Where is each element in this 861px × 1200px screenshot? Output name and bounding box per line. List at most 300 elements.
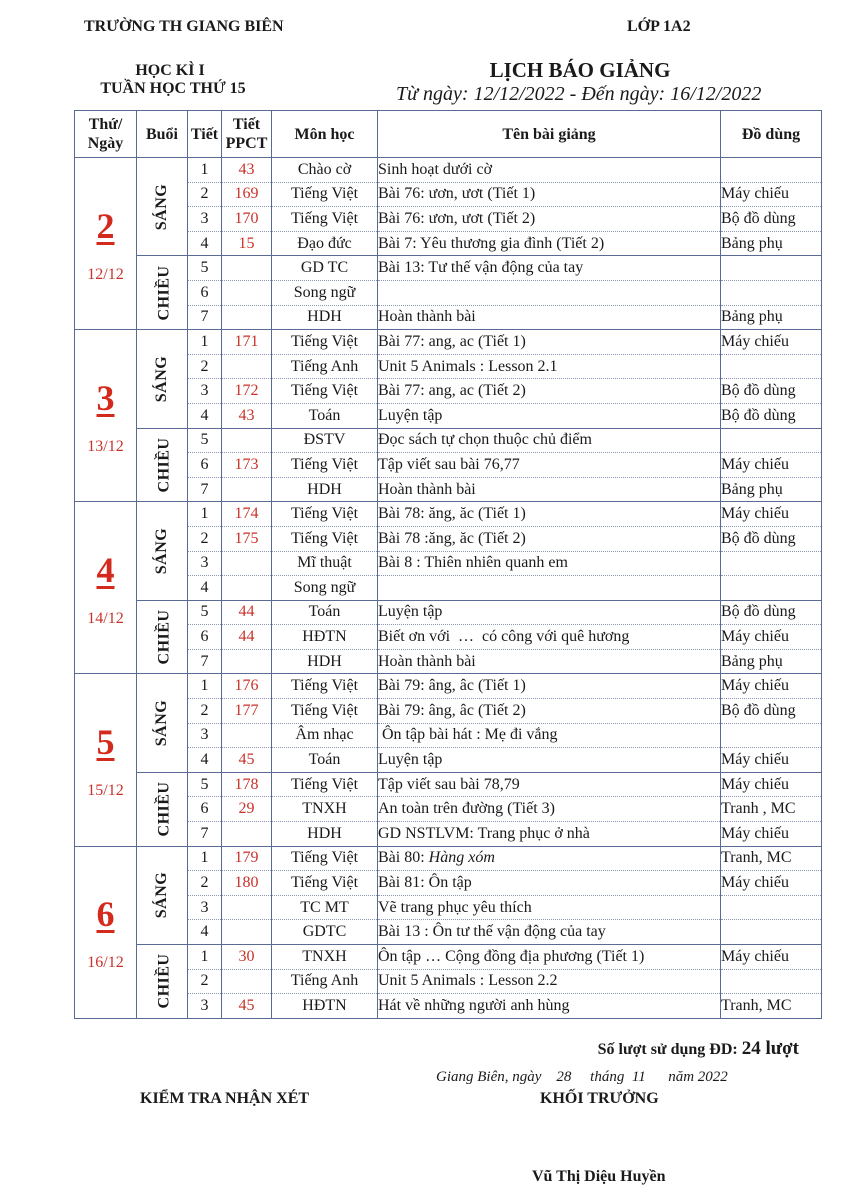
lesson-cell — [378, 748, 721, 773]
session-label: SÁNG — [152, 699, 170, 747]
period-cell: 1 — [188, 945, 222, 970]
session-label: SÁNG — [152, 527, 170, 575]
usage-label: Số lượt sử dụng ĐD: — [597, 1041, 742, 1058]
ppct-cell: 170 — [222, 207, 272, 232]
lesson-cell — [378, 674, 721, 699]
subject-cell: TC MT — [272, 895, 378, 920]
table-row — [75, 330, 822, 355]
day-cell — [75, 502, 137, 674]
ppct-cell — [222, 428, 272, 453]
day-cell — [75, 330, 137, 502]
equipment-cell — [721, 428, 822, 453]
period-cell: 3 — [188, 723, 222, 748]
session-label: CHIỀU — [155, 781, 173, 837]
ppct-cell: 176 — [222, 674, 272, 699]
equipment-cell: Bộ đồ dùng — [721, 403, 822, 428]
equipment-cell: Bộ đồ dùng — [721, 379, 822, 404]
subject-cell: Tiếng Việt — [272, 846, 378, 871]
session-cell — [137, 600, 188, 674]
lesson-cell — [378, 576, 721, 601]
ppct-cell: 43 — [222, 158, 272, 183]
ppct-cell: 44 — [222, 600, 272, 625]
usage-summary — [598, 1038, 799, 1060]
lesson-cell — [378, 330, 721, 355]
period-cell: 4 — [188, 576, 222, 601]
period-cell: 5 — [188, 428, 222, 453]
ppct-cell — [222, 477, 272, 502]
lesson-cell — [378, 699, 721, 724]
subject-cell: Tiếng Anh — [272, 354, 378, 379]
equipment-cell — [721, 158, 822, 183]
period-cell: 2 — [188, 871, 222, 896]
session-cell — [137, 772, 188, 846]
ppct-cell — [222, 551, 272, 576]
equipment-cell — [721, 280, 822, 305]
subject-cell: Tiếng Việt — [272, 379, 378, 404]
period-cell: 2 — [188, 526, 222, 551]
day-cell — [75, 158, 137, 330]
lesson-text: Bài 79: âng, âc (Tiết 2) — [378, 701, 526, 719]
col-header-session: Buổi — [137, 111, 188, 158]
place-date: Giang Biên, ngày 28 tháng 11 năm 2022 — [436, 1069, 728, 1085]
equipment-cell: Máy chiếu — [721, 674, 822, 699]
subject-cell: Tiếng Việt — [272, 453, 378, 478]
session-label: SÁNG — [152, 355, 170, 403]
lesson-text: Tập viết sau bài 78,79 — [378, 775, 520, 793]
ppct-cell: 175 — [222, 526, 272, 551]
day-number: 3 — [96, 377, 115, 418]
period-cell: 7 — [188, 822, 222, 847]
ppct-cell — [222, 723, 272, 748]
ppct-cell: 178 — [222, 772, 272, 797]
class-name: LỚP 1A2 — [627, 18, 691, 35]
col-header-day — [75, 111, 137, 158]
day-cell — [75, 846, 137, 1018]
ppct-cell: 174 — [222, 502, 272, 527]
period-cell: 1 — [188, 158, 222, 183]
equipment-cell: Máy chiếu — [721, 871, 822, 896]
session-label: CHIỀU — [155, 953, 173, 1009]
lesson-text: Bài 78 :ăng, ăc (Tiết 2) — [378, 529, 526, 547]
ppct-cell: 15 — [222, 231, 272, 256]
table-row — [75, 772, 822, 797]
lesson-text: Bài 77: ang, ac (Tiết 2) — [378, 382, 526, 400]
table-row — [75, 428, 822, 453]
table-row — [75, 207, 822, 232]
day-date: 12/12 — [87, 265, 124, 283]
period-cell: 7 — [188, 477, 222, 502]
session-cell — [137, 256, 188, 330]
ppct-cell: 177 — [222, 699, 272, 724]
day-date: 15/12 — [87, 782, 124, 800]
lesson-text-italic: Hàng xóm — [428, 849, 495, 867]
period-cell: 3 — [188, 895, 222, 920]
period-cell: 2 — [188, 354, 222, 379]
table-row — [75, 871, 822, 896]
ppct-cell — [222, 305, 272, 330]
table-row — [75, 576, 822, 601]
table-row — [75, 182, 822, 207]
lesson-cell — [378, 158, 721, 183]
table-row — [75, 551, 822, 576]
table-row — [75, 403, 822, 428]
lesson-text: Hoàn thành bài — [378, 308, 476, 326]
term-label: HỌC KÌ I — [135, 62, 205, 79]
table-row — [75, 502, 822, 527]
subject-cell: HDH — [272, 305, 378, 330]
equipment-cell: Máy chiếu — [721, 502, 822, 527]
subject-cell: Mĩ thuật — [272, 551, 378, 576]
equipment-cell: Máy chiếu — [721, 182, 822, 207]
ppct-cell: 45 — [222, 748, 272, 773]
school-name: TRƯỜNG TH GIANG BIÊN — [84, 18, 284, 35]
equipment-cell — [721, 895, 822, 920]
table-row — [75, 723, 822, 748]
ppct-cell: 44 — [222, 625, 272, 650]
lesson-text: Biết ơn với … có công với quê hương — [378, 628, 630, 646]
ppct-cell: 30 — [222, 945, 272, 970]
subject-cell: Âm nhạc — [272, 723, 378, 748]
equipment-cell: Máy chiếu — [721, 822, 822, 847]
day-number: 4 — [96, 549, 115, 590]
session-label: CHIỀU — [155, 265, 173, 321]
subject-cell: Toán — [272, 748, 378, 773]
session-cell — [137, 330, 188, 428]
day-number: 2 — [96, 205, 115, 246]
session-label: SÁNG — [152, 872, 170, 919]
col-header-period: Tiết — [188, 111, 222, 158]
lesson-text: Ôn tập … Cộng đồng địa phương (Tiết 1) — [378, 947, 645, 965]
lesson-cell — [378, 502, 721, 527]
col-header-day-line1: Thứ/ — [88, 116, 123, 133]
table-row — [75, 305, 822, 330]
lesson-cell — [378, 969, 721, 994]
subject-cell: HĐTN — [272, 625, 378, 650]
lesson-cell — [378, 600, 721, 625]
ppct-cell: 29 — [222, 797, 272, 822]
equipment-cell — [721, 920, 822, 945]
col-header-subject: Môn học — [272, 111, 378, 158]
session-label: CHIỀU — [155, 609, 173, 665]
lesson-text: Bài 76: ươn, ươt (Tiết 2) — [378, 209, 536, 227]
day-date: 14/12 — [87, 609, 124, 627]
lesson-cell — [378, 354, 721, 379]
lesson-text: Hoàn thành bài — [378, 480, 476, 498]
period-cell: 2 — [188, 699, 222, 724]
ppct-cell — [222, 822, 272, 847]
subject-cell: Tiếng Việt — [272, 330, 378, 355]
subject-cell: Đạo đức — [272, 231, 378, 256]
equipment-cell: Bộ đồ dùng — [721, 699, 822, 724]
lesson-cell — [378, 822, 721, 847]
ppct-cell: 172 — [222, 379, 272, 404]
ppct-cell: 43 — [222, 403, 272, 428]
lesson-cell — [378, 871, 721, 896]
ppct-cell — [222, 920, 272, 945]
subject-cell: Tiếng Việt — [272, 699, 378, 724]
table-row — [75, 526, 822, 551]
day-number: 6 — [96, 894, 115, 935]
subject-cell: Chào cờ — [272, 158, 378, 183]
table-row — [75, 600, 822, 625]
subject-cell: Toán — [272, 403, 378, 428]
ppct-cell: 179 — [222, 846, 272, 871]
equipment-cell: Bộ đồ dùng — [721, 207, 822, 232]
subject-cell: TNXH — [272, 797, 378, 822]
session-cell — [137, 945, 188, 1019]
head-label: KHỐI TRƯỞNG — [540, 1090, 659, 1107]
lesson-text: Bài 8 : Thiên nhiên quanh em — [378, 554, 568, 572]
table-row — [75, 994, 822, 1019]
ppct-cell — [222, 969, 272, 994]
period-cell: 3 — [188, 551, 222, 576]
lesson-text: Bài 81: Ôn tập — [378, 874, 472, 892]
equipment-cell — [721, 256, 822, 281]
table-row — [75, 674, 822, 699]
lesson-cell — [378, 305, 721, 330]
subject-cell: Tiếng Anh — [272, 969, 378, 994]
equipment-cell: Máy chiếu — [721, 748, 822, 773]
lesson-text: Bài 78: ăng, ăc (Tiết 1) — [378, 505, 526, 523]
lesson-text: Bài 76: ươn, ươt (Tiết 1) — [378, 185, 536, 203]
lesson-cell — [378, 649, 721, 674]
period-cell: 1 — [188, 846, 222, 871]
subject-cell: Tiếng Việt — [272, 674, 378, 699]
day-date: 16/12 — [87, 954, 124, 972]
period-cell: 5 — [188, 600, 222, 625]
period-cell: 5 — [188, 256, 222, 281]
period-cell: 6 — [188, 797, 222, 822]
date-range: Từ ngày: 12/12/2022 - Đến ngày: 16/12/2022 — [396, 83, 762, 105]
ppct-cell — [222, 354, 272, 379]
usage-value: 24 lượt — [741, 1038, 799, 1059]
lesson-cell — [378, 846, 721, 871]
subject-cell: GDTC — [272, 920, 378, 945]
lesson-text: Bài 77: ang, ac (Tiết 1) — [378, 332, 526, 350]
table-row — [75, 822, 822, 847]
lesson-text: Sinh hoạt dưới cờ — [378, 160, 493, 178]
subject-cell: HDH — [272, 477, 378, 502]
equipment-cell: Bảng phụ — [721, 231, 822, 256]
col-header-lesson: Tên bài giảng — [378, 111, 721, 158]
equipment-cell: Bộ đồ dùng — [721, 600, 822, 625]
page-title: LỊCH BÁO GIẢNG — [489, 58, 671, 82]
period-cell: 3 — [188, 994, 222, 1019]
period-cell: 1 — [188, 330, 222, 355]
period-cell: 2 — [188, 969, 222, 994]
equipment-cell: Bộ đồ dùng — [721, 526, 822, 551]
table-row — [75, 379, 822, 404]
equipment-cell: Máy chiếu — [721, 625, 822, 650]
ppct-cell — [222, 256, 272, 281]
lesson-cell — [378, 182, 721, 207]
lesson-cell — [378, 280, 721, 305]
equipment-cell — [721, 723, 822, 748]
col-header-ppct-line1: Tiết — [232, 116, 261, 133]
subject-cell: Song ngữ — [272, 280, 378, 305]
subject-cell: Tiếng Việt — [272, 526, 378, 551]
lesson-cell — [378, 551, 721, 576]
ppct-cell — [222, 576, 272, 601]
table-row — [75, 920, 822, 945]
period-cell: 5 — [188, 772, 222, 797]
equipment-cell: Bảng phụ — [721, 649, 822, 674]
lesson-cell — [378, 797, 721, 822]
lesson-text: An toàn trên đường (Tiết 3) — [378, 800, 555, 818]
subject-cell: Tiếng Việt — [272, 772, 378, 797]
equipment-cell — [721, 969, 822, 994]
ppct-cell — [222, 895, 272, 920]
ppct-cell: 180 — [222, 871, 272, 896]
subject-cell: GD TC — [272, 256, 378, 281]
subject-cell: Song ngữ — [272, 576, 378, 601]
lesson-text: Bài 7: Yêu thương gia đình (Tiết 2) — [378, 234, 605, 252]
lesson-cell — [378, 207, 721, 232]
lesson-cell — [378, 453, 721, 478]
period-cell: 1 — [188, 674, 222, 699]
lesson-text: Bài 13: Tư thế vận động của tay — [378, 259, 584, 277]
table-row — [75, 477, 822, 502]
equipment-cell: Máy chiếu — [721, 453, 822, 478]
col-header-day-line2: Ngày — [87, 135, 124, 152]
equipment-cell: Tranh, MC — [721, 846, 822, 871]
equipment-cell: Tranh , MC — [721, 797, 822, 822]
day-cell — [75, 674, 137, 846]
lesson-cell — [378, 723, 721, 748]
equipment-cell: Máy chiếu — [721, 330, 822, 355]
table-row — [75, 231, 822, 256]
lesson-text: Luyện tập — [378, 406, 443, 424]
subject-cell: TNXH — [272, 945, 378, 970]
subject-cell: HDH — [272, 649, 378, 674]
lesson-cell — [378, 231, 721, 256]
ppct-cell: 173 — [222, 453, 272, 478]
lesson-cell — [378, 428, 721, 453]
lesson-text: Unit 5 Animals : Lesson 2.2 — [378, 972, 558, 990]
equipment-cell: Tranh, MC — [721, 994, 822, 1019]
lesson-text: Đọc sách tự chọn thuộc chủ điểm — [378, 431, 592, 449]
ppct-cell: 45 — [222, 994, 272, 1019]
day-number: 5 — [96, 722, 115, 763]
lesson-text: GD NSTLVM: Trang phục ở nhà — [378, 824, 590, 842]
equipment-cell — [721, 354, 822, 379]
session-cell — [137, 158, 188, 256]
period-cell: 4 — [188, 231, 222, 256]
table-row — [75, 354, 822, 379]
lesson-cell — [378, 625, 721, 650]
col-header-ppct — [222, 111, 272, 158]
equipment-cell: Bảng phụ — [721, 305, 822, 330]
table-row — [75, 846, 822, 871]
period-cell: 7 — [188, 649, 222, 674]
lesson-text: Bài 13 : Ôn tư thế vận động của tay — [378, 923, 606, 941]
period-cell: 1 — [188, 502, 222, 527]
subject-cell: HĐTN — [272, 994, 378, 1019]
equipment-cell — [721, 551, 822, 576]
subject-cell: ĐSTV — [272, 428, 378, 453]
session-cell — [137, 674, 188, 772]
lesson-cell — [378, 256, 721, 281]
table-row — [75, 699, 822, 724]
lesson-cell — [378, 772, 721, 797]
session-cell — [137, 428, 188, 502]
ppct-cell — [222, 280, 272, 305]
session-label: SÁNG — [152, 183, 170, 230]
equipment-cell: Máy chiếu — [721, 772, 822, 797]
period-cell: 3 — [188, 379, 222, 404]
session-cell — [137, 502, 188, 600]
equipment-cell: Máy chiếu — [721, 945, 822, 970]
table-row — [75, 895, 822, 920]
review-label: KIỂM TRA NHẬN XÉT — [140, 1090, 310, 1107]
lesson-text: Bài 80: — [378, 849, 429, 867]
session-label: CHIỀU — [155, 437, 173, 493]
table-row — [75, 256, 822, 281]
subject-cell: Tiếng Việt — [272, 502, 378, 527]
week-label: TUẦN HỌC THỨ 15 — [100, 80, 246, 97]
lesson-cell — [378, 526, 721, 551]
lesson-text: Bài 79: âng, âc (Tiết 1) — [378, 677, 526, 695]
period-cell: 4 — [188, 403, 222, 428]
table-row — [75, 945, 822, 970]
lesson-text: Unit 5 Animals : Lesson 2.1 — [378, 357, 558, 375]
period-cell: 7 — [188, 305, 222, 330]
lesson-cell — [378, 994, 721, 1019]
table-row — [75, 748, 822, 773]
col-header-equipment: Đồ dùng — [721, 111, 822, 158]
lesson-text: Hoàn thành bài — [378, 652, 476, 670]
lesson-text: Ôn tập bài hát : Mẹ đi vắng — [378, 726, 558, 744]
lesson-cell — [378, 403, 721, 428]
subject-cell: Tiếng Việt — [272, 207, 378, 232]
ppct-cell: 171 — [222, 330, 272, 355]
period-cell: 6 — [188, 280, 222, 305]
ppct-cell — [222, 649, 272, 674]
period-cell: 3 — [188, 207, 222, 232]
subject-cell: Tiếng Việt — [272, 182, 378, 207]
day-date: 13/12 — [87, 437, 124, 455]
table-row — [75, 649, 822, 674]
ppct-cell: 169 — [222, 182, 272, 207]
lesson-text: Vẽ trang phục yêu thích — [378, 898, 532, 916]
lesson-cell — [378, 895, 721, 920]
period-cell: 6 — [188, 453, 222, 478]
lesson-cell — [378, 477, 721, 502]
subject-cell: HDH — [272, 822, 378, 847]
equipment-cell: Bảng phụ — [721, 477, 822, 502]
lesson-cell — [378, 920, 721, 945]
table-row — [75, 158, 822, 183]
equipment-cell — [721, 576, 822, 601]
lesson-text: Luyện tập — [378, 751, 443, 769]
col-header-ppct-line2: PPCT — [225, 135, 268, 152]
subject-cell: Tiếng Việt — [272, 871, 378, 896]
lesson-text: Hát về những người anh hùng — [378, 996, 570, 1014]
period-cell: 4 — [188, 920, 222, 945]
session-cell — [137, 846, 188, 944]
lesson-text: Luyện tập — [378, 603, 443, 621]
lesson-cell — [378, 945, 721, 970]
table-header-row — [75, 111, 822, 158]
period-cell: 6 — [188, 625, 222, 650]
lesson-text: Tập viết sau bài 76,77 — [378, 455, 520, 473]
signer-name: Vũ Thị Diệu Huyền — [532, 1168, 666, 1185]
schedule-table — [74, 110, 822, 1019]
subject-cell: Toán — [272, 600, 378, 625]
lesson-cell — [378, 379, 721, 404]
period-cell: 2 — [188, 182, 222, 207]
period-cell: 4 — [188, 748, 222, 773]
